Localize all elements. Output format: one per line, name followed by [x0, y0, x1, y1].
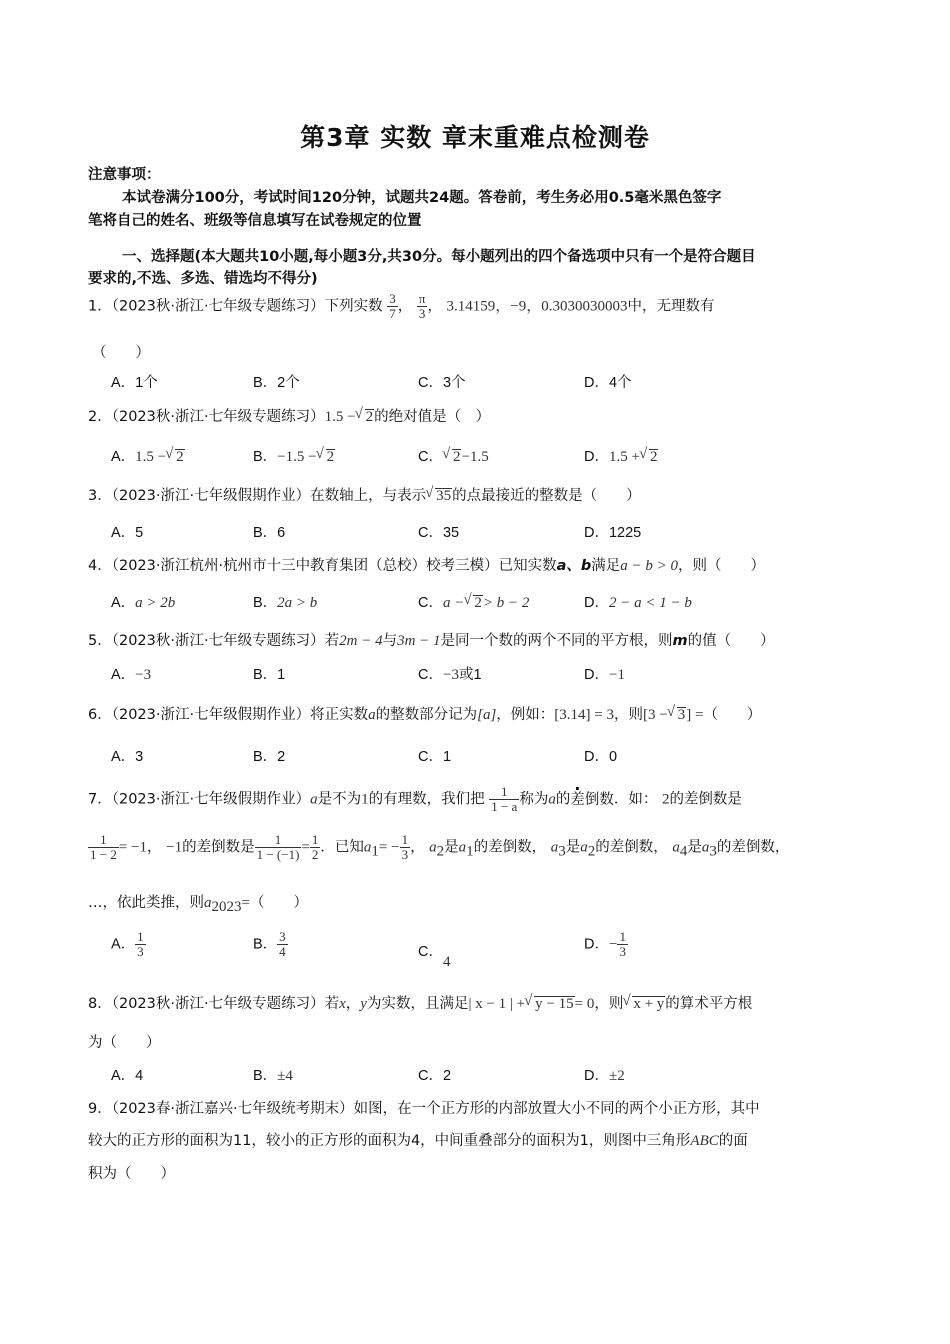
q1-option-c: C．3个 [418, 375, 466, 391]
q7-option-a: A． $\frac{1}{3}$ [111, 929, 144, 959]
question-7-line-3: …，依此类推，则$a_{2023}=$（ ） [88, 895, 308, 915]
section1-line-2: 要求的,不选、多选、错选均不得分) [88, 271, 318, 287]
q2-option-a: A．1.5 −√ 2 [111, 445, 185, 466]
question-9-line-3: 积为（ ） [88, 1166, 175, 1182]
q5-option-a: A．−3 [111, 667, 152, 683]
notice-line-1: 本试卷满分100分，考试时间120分钟，试题共24题。答卷前，考生务必用0.5毫米黑色签字 [122, 190, 722, 206]
q6-option-a: A．3 [111, 749, 144, 765]
q8-option-d: D．±2 [584, 1068, 625, 1084]
notice-heading: 注意事项： [88, 167, 161, 183]
q1-option-b: B．2个 [253, 375, 300, 391]
question-6: 6．（2023·浙江·七年级假期作业）将正实数a的整数部分记为[a]，例如：[3.14] = 3，则[3 −√ 3] =（ ） [88, 703, 761, 724]
q6-option-d: D．0 [584, 749, 618, 765]
q1-option-a: A．1个 [111, 375, 158, 391]
q6-option-b: B．2 [253, 749, 286, 765]
q1-option-d: D．4个 [584, 375, 632, 391]
q7-option-c: C．4 [418, 944, 451, 970]
question-9-line-1: 9．（2023春·浙江嘉兴·七年级统考期末）如图，在一个正方形的内部放置大小不同的两个小正方形，其中 [88, 1101, 760, 1117]
question-1: 1．（2023秋·浙江·七年级专题练习）下列实数 $\frac{3}{7}$ ， $\frac{\pi}{3}$ ， 3.14159，−9，0.3030030003中，无理数有 [88, 291, 715, 321]
q2-option-b: B．−1.5 −√ 2 [253, 445, 335, 466]
q4-option-d: D．2 − a < 1 − b [584, 595, 692, 611]
q3-option-c: C．35 [418, 525, 460, 541]
question-7-line-1: 7．（2023·浙江·七年级假期作业）a是不为1的有理数，我们把 $\frac{1}{1 - a}$ 称为a的差倒数．如： 2的差倒数是 [88, 784, 742, 814]
q1-answer-paren: （ ） [92, 345, 150, 361]
q6-option-c: C．1 [418, 749, 452, 765]
question-2: 2．（2023秋·浙江·七年级专题练习）1.5 −√ 2的绝对值是（ ） [88, 405, 490, 426]
q5-option-b: B．1 [253, 667, 286, 683]
question-5: 5．（2023秋·浙江·七年级专题练习）若2m − 4与3m − 1是同一个数的两个不同的平方根，则m的值（ ） [88, 633, 775, 649]
q8-option-a: A．4 [111, 1068, 144, 1084]
key-term-cha-dao-shu: 差倒数 [570, 791, 614, 808]
q5-option-c: C．−3或1 [418, 667, 482, 683]
q8-option-b: B．±4 [253, 1068, 293, 1084]
question-3: 3．（2023·浙江·七年级假期作业）在数轴上，与表示√ 35的点最接近的整数是（ ） [88, 484, 641, 505]
question-9-line-2: 较大的正方形的面积为11，较小的正方形的面积为4，中间重叠部分的面积为1，则图中三角形ABC的面 [88, 1133, 748, 1149]
q4-option-a: A．a > 2b [111, 595, 176, 611]
q4-option-c: C．a −√ 2> b − 2 [418, 591, 529, 612]
question-7-line-2: $\frac{1}{1 - 2}$ = −1， −1的差倒数是 $\frac{1}{1 - (-1)}$ = $\frac{1}{2}$ ．已知$a_1=$ − $\frac{1}{3}$ ， $a_2$是$a_1$的差倒数， $a_3$是$a_2$的差倒数， $a_4$是$a_3$的差倒数， [90, 832, 790, 862]
notice-line-2: 笔将自己的姓名、班级等信息填写在试卷规定的位置 [88, 213, 422, 229]
question-8-line-2: 为（ ） [88, 1035, 161, 1051]
q2-option-c: C．√ 2−1.5 [418, 445, 489, 466]
q8-option-c: C．2 [418, 1068, 452, 1084]
question-8: 8．（2023秋·浙江·七年级专题练习）若x，y为实数，且满足| x − 1 | +√ y − 15= 0，则√ x + y的算术平方根 [88, 992, 752, 1013]
section1-line-1: 一、选择题(本大题共10小题,每小题3分,共30分。每小题列出的四个备选项中只有一个是符合题目 [122, 249, 756, 265]
q2-option-d: D．1.5 +√ 2 [584, 445, 658, 466]
page-title: 第3章 实数 章末重难点检测卷 [300, 123, 650, 152]
fraction-pi-3: $\frac{\pi}{3}$ [418, 291, 426, 321]
q3-option-d: D．1225 [584, 525, 642, 541]
question-4: 4．（2023·浙江杭州·杭州市十三中教育集团（总校）校考三模）已知实数a、b满足a − b > 0，则（ ） [88, 558, 766, 574]
q7-option-b: B． $\frac{3}{4}$ [253, 929, 286, 959]
q3-option-a: A．5 [111, 525, 144, 541]
q4-option-b: B．2a > b [253, 595, 318, 611]
q3-option-b: B．6 [253, 525, 286, 541]
q7-option-d: D．− $\frac{1}{3}$ [584, 929, 626, 959]
fraction-3-7: $\frac{3}{7}$ [389, 291, 396, 321]
q5-option-d: D．−1 [584, 667, 625, 683]
